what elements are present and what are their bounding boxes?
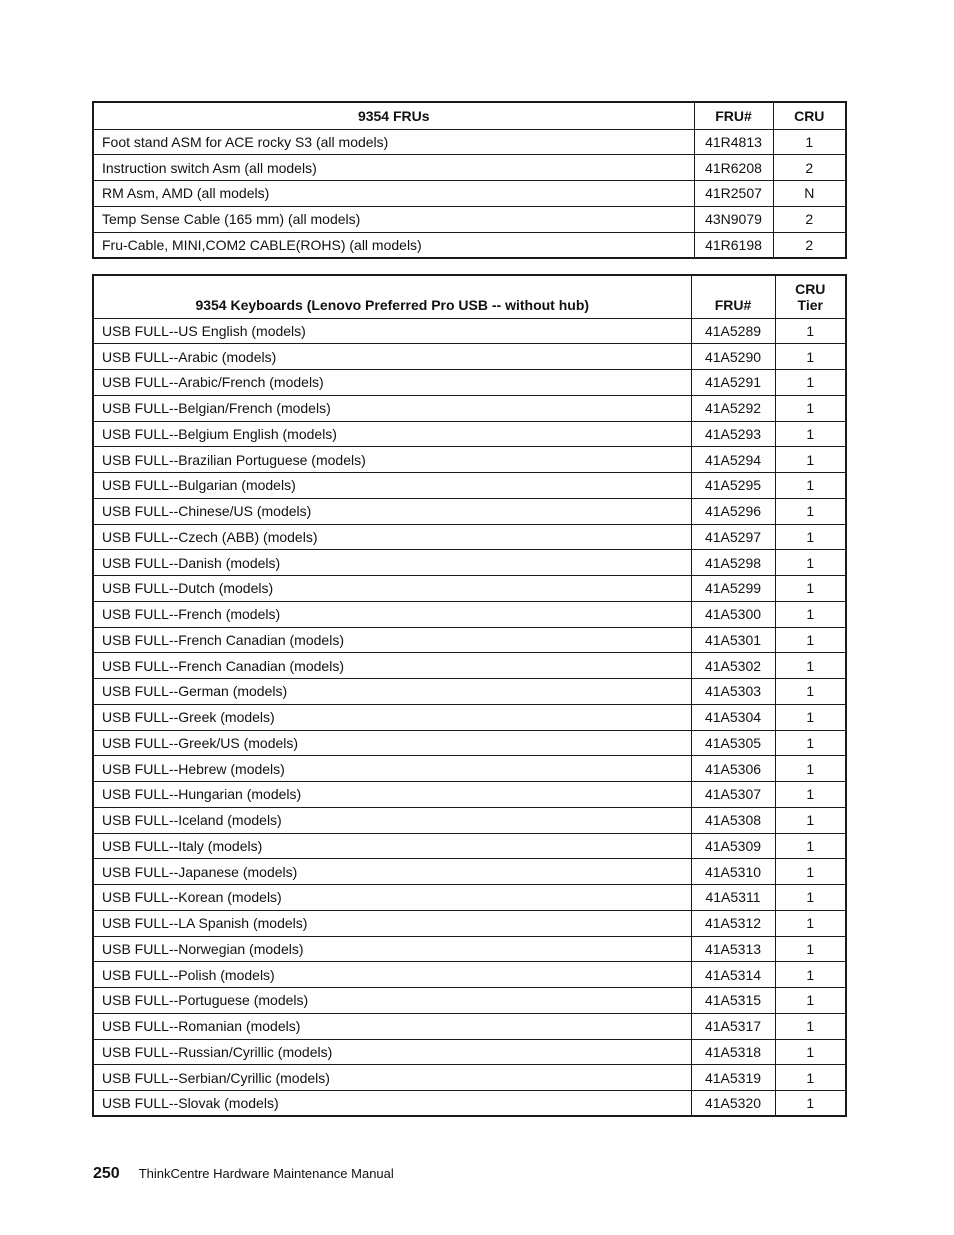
cell-description: USB FULL--Chinese/US (models)	[93, 498, 691, 524]
table-row	[93, 232, 846, 258]
cell-fru-number: 41A5303	[691, 679, 775, 705]
cell-fru-number: 41A5318	[691, 1039, 775, 1065]
cell-description: USB FULL--French (models)	[93, 601, 691, 627]
cell-fru-number: 41A5291	[691, 370, 775, 396]
table-row	[93, 885, 846, 911]
cell-cru: 1	[775, 730, 846, 756]
cell-cru: 1	[773, 129, 846, 155]
cell-description: USB FULL--Japanese (models)	[93, 859, 691, 885]
cell-description: USB FULL--French Canadian (models)	[93, 627, 691, 653]
cell-fru-number: 41A5315	[691, 988, 775, 1014]
cell-cru: 1	[775, 859, 846, 885]
cell-fru-number: 41A5296	[691, 498, 775, 524]
table-row	[93, 576, 846, 602]
column-header-description: 9354 FRUs	[93, 102, 694, 129]
table-row	[93, 1039, 846, 1065]
table-row	[93, 756, 846, 782]
cell-description: Foot stand ASM for ACE rocky S3 (all models)	[93, 129, 694, 155]
cell-fru-number: 41A5289	[691, 318, 775, 344]
cell-fru-number: 41A5304	[691, 704, 775, 730]
cell-fru-number: 43N9079	[694, 206, 773, 232]
cell-cru: 1	[775, 679, 846, 705]
table-row	[93, 782, 846, 808]
cell-cru: 1	[775, 344, 846, 370]
cell-description: USB FULL--Arabic (models)	[93, 344, 691, 370]
table-row	[93, 473, 846, 499]
table-row	[93, 988, 846, 1014]
table-row	[93, 962, 846, 988]
cell-fru-number: 41A5306	[691, 756, 775, 782]
cell-fru-number: 41R6208	[694, 155, 773, 181]
cell-cru: 1	[775, 936, 846, 962]
table-row	[93, 910, 846, 936]
cell-fru-number: 41A5297	[691, 524, 775, 550]
cell-cru: 1	[775, 885, 846, 911]
cell-description: USB FULL--Italy (models)	[93, 833, 691, 859]
table-row	[93, 627, 846, 653]
cell-description: Temp Sense Cable (165 mm) (all models)	[93, 206, 694, 232]
table-row	[93, 601, 846, 627]
cell-cru: 2	[773, 155, 846, 181]
table-row	[93, 181, 846, 207]
table-header-row	[93, 275, 846, 318]
cell-cru: 1	[775, 1091, 846, 1117]
cell-description: USB FULL--Brazilian Portuguese (models)	[93, 447, 691, 473]
cru-header-line1: CRU	[795, 280, 826, 297]
table-row	[93, 498, 846, 524]
cell-description: USB FULL--German (models)	[93, 679, 691, 705]
cell-description: USB FULL--French Canadian (models)	[93, 653, 691, 679]
cell-description: USB FULL--Portuguese (models)	[93, 988, 691, 1014]
table-row	[93, 550, 846, 576]
column-header-fru: FRU#	[694, 102, 773, 129]
cell-fru-number: 41A5314	[691, 962, 775, 988]
cell-description: USB FULL--Russian/Cyrillic (models)	[93, 1039, 691, 1065]
cell-fru-number: 41R2507	[694, 181, 773, 207]
cell-fru-number: 41A5302	[691, 653, 775, 679]
cell-fru-number: 41A5307	[691, 782, 775, 808]
cell-fru-number: 41A5317	[691, 1013, 775, 1039]
table-row	[93, 1013, 846, 1039]
cell-description: USB FULL--Bulgarian (models)	[93, 473, 691, 499]
table-row	[93, 524, 846, 550]
manual-title: ThinkCentre Hardware Maintenance Manual	[138, 1166, 394, 1181]
table-row	[93, 447, 846, 473]
cell-description: USB FULL--Belgium English (models)	[93, 421, 691, 447]
cell-cru: 1	[775, 447, 846, 473]
cell-fru-number: 41A5312	[691, 910, 775, 936]
cell-fru-number: 41A5294	[691, 447, 775, 473]
table-row	[93, 1065, 846, 1091]
cell-cru: 1	[775, 833, 846, 859]
cell-fru-number: 41A5292	[691, 395, 775, 421]
cell-description: USB FULL--Iceland (models)	[93, 807, 691, 833]
cell-description: RM Asm, AMD (all models)	[93, 181, 694, 207]
table-row	[93, 421, 846, 447]
cell-description: USB FULL--Hebrew (models)	[93, 756, 691, 782]
cell-cru: 1	[775, 395, 846, 421]
cell-fru-number: 41A5300	[691, 601, 775, 627]
cell-fru-number: 41R6198	[694, 232, 773, 258]
cell-cru: 1	[775, 473, 846, 499]
cell-description: USB FULL--Czech (ABB) (models)	[93, 524, 691, 550]
cell-cru: 1	[775, 1065, 846, 1091]
cru-header-line2: Tier	[797, 296, 823, 313]
cell-fru-number: 41R4813	[694, 129, 773, 155]
cell-cru: 1	[775, 807, 846, 833]
cell-cru: 1	[775, 653, 846, 679]
cell-description: USB FULL--Norwegian (models)	[93, 936, 691, 962]
cell-cru: 1	[775, 962, 846, 988]
cell-fru-number: 41A5295	[691, 473, 775, 499]
cell-cru: 1	[775, 550, 846, 576]
table-header-row	[93, 102, 846, 129]
cell-description: USB FULL--Korean (models)	[93, 885, 691, 911]
cell-description: USB FULL--Danish (models)	[93, 550, 691, 576]
cell-fru-number: 41A5320	[691, 1091, 775, 1117]
cell-description: USB FULL--Polish (models)	[93, 962, 691, 988]
cell-description: USB FULL--Greek/US (models)	[93, 730, 691, 756]
table-row	[93, 344, 846, 370]
table-row	[93, 936, 846, 962]
cell-fru-number: 41A5313	[691, 936, 775, 962]
column-header-description: 9354 Keyboards (Lenovo Preferred Pro USB -- without hub)	[93, 275, 691, 318]
table-row	[93, 807, 846, 833]
cell-description: Fru-Cable, MINI,COM2 CABLE(ROHS) (all models)	[93, 232, 694, 258]
table-row	[93, 395, 846, 421]
cell-fru-number: 41A5293	[691, 421, 775, 447]
cell-fru-number: 41A5301	[691, 627, 775, 653]
table-row	[93, 653, 846, 679]
page-number: 250	[93, 1165, 120, 1182]
cell-cru: 1	[775, 498, 846, 524]
cell-fru-number: 41A5309	[691, 833, 775, 859]
table-row	[93, 730, 846, 756]
cell-cru: 1	[775, 601, 846, 627]
table-row	[93, 704, 846, 730]
cell-fru-number: 41A5310	[691, 859, 775, 885]
table-row	[93, 318, 846, 344]
table-row	[93, 679, 846, 705]
cell-cru: N	[773, 181, 846, 207]
cell-description: USB FULL--US English (models)	[93, 318, 691, 344]
cell-cru: 1	[775, 576, 846, 602]
cell-cru: 1	[775, 910, 846, 936]
cell-fru-number: 41A5299	[691, 576, 775, 602]
cell-fru-number: 41A5298	[691, 550, 775, 576]
table-row	[93, 1091, 846, 1117]
cell-cru: 1	[775, 318, 846, 344]
keyboard-fru-table	[92, 274, 847, 1117]
cell-cru: 1	[775, 782, 846, 808]
table-row	[93, 155, 846, 181]
table-row	[93, 833, 846, 859]
cell-description: Instruction switch Asm (all models)	[93, 155, 694, 181]
cell-cru: 1	[775, 524, 846, 550]
table-row	[93, 859, 846, 885]
fru-table	[92, 101, 847, 259]
column-header-fru: FRU#	[691, 275, 775, 318]
table-row	[93, 129, 846, 155]
cell-description: USB FULL--LA Spanish (models)	[93, 910, 691, 936]
cell-fru-number: 41A5311	[691, 885, 775, 911]
column-header-cru: CRU	[773, 102, 846, 129]
cell-fru-number: 41A5308	[691, 807, 775, 833]
cell-description: USB FULL--Serbian/Cyrillic (models)	[93, 1065, 691, 1091]
cell-description: USB FULL--Belgian/French (models)	[93, 395, 691, 421]
cell-description: USB FULL--Greek (models)	[93, 704, 691, 730]
cell-fru-number: 41A5290	[691, 344, 775, 370]
cell-cru: 1	[775, 1013, 846, 1039]
cell-cru: 1	[775, 704, 846, 730]
cell-cru: 1	[775, 1039, 846, 1065]
table-row	[93, 370, 846, 396]
cell-fru-number: 41A5305	[691, 730, 775, 756]
cell-description: USB FULL--Hungarian (models)	[93, 782, 691, 808]
cell-cru: 1	[775, 988, 846, 1014]
cell-description: USB FULL--Romanian (models)	[93, 1013, 691, 1039]
cell-cru: 1	[775, 370, 846, 396]
cell-description: USB FULL--Slovak (models)	[93, 1091, 691, 1117]
cell-fru-number: 41A5319	[691, 1065, 775, 1091]
cell-cru: 2	[773, 232, 846, 258]
cell-cru: 1	[775, 756, 846, 782]
cell-cru: 1	[775, 627, 846, 653]
column-header-cru-tier	[775, 275, 846, 318]
cell-description: USB FULL--Dutch (models)	[93, 576, 691, 602]
page-footer	[93, 1165, 394, 1183]
table-row	[93, 206, 846, 232]
cell-cru: 2	[773, 206, 846, 232]
cell-description: USB FULL--Arabic/French (models)	[93, 370, 691, 396]
cell-cru: 1	[775, 421, 846, 447]
